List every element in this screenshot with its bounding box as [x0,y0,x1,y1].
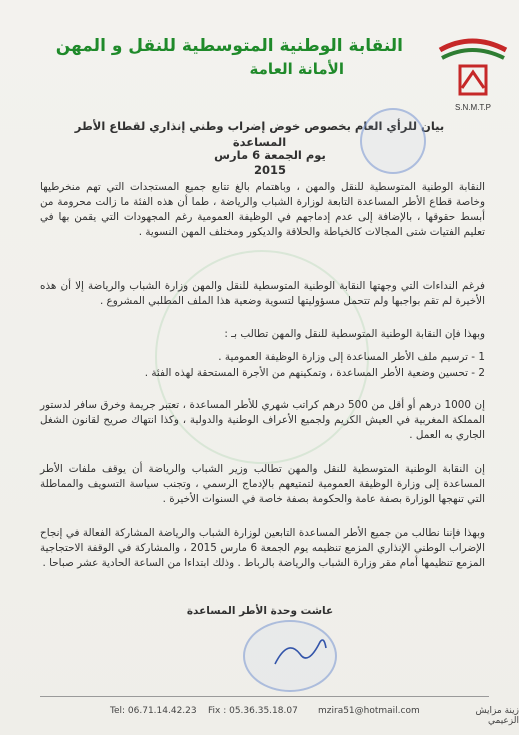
demand-item-1: 1 - ترسيم ملف الأطر المساعدة إلى وزارة الوظيفة العمومية . [218,351,485,363]
demand-item-2: 2 - تحسين وضعية الأطر المساعدة ، وتمكينهم من الأجرة المستحقة لهذه الفئة . [144,367,485,379]
paragraph-3: وبهذا فإن النقابة الوطنية المتوسطية للنقل والمهن تطالب بـ : [224,328,485,340]
paragraph-6: وبهذا فإننا نطالب من جميع الأطر المساعدة التابعين لوزارة الشباب والرياضة المشاركة الفعالة في إنجاح الإضراب الوطني الإنذاري المزمع تنظيمه يوم الجمعة 6 مارس 2015 ، والمشاركة في الوقفة الاحتجاجية المزمع تنظيمها أمام مقر وزارة الشباب والرياضة بالرباط . وذلك ابتداءا من الساعة الحادية عشر صباحا . [40,527,485,570]
paragraph-1: النقابة الوطنية المتوسطية للنقل والمهن ، وباهتمام بالغ تتابع جميع المستجدات التي تهم منخرطيها وخاصة قطاع الأطر المساعدة التابعة لوزارة الشباب والرياضة ، طما أن هذه الفئة ما زالت محرومة من أبسط حقوقها ، بالإضافة إلى عدم إدماجهم في الوظيفة العمومية رغم المجهودات التي يقمن بها في تعليم الفتيات شتى المجالات كالخياطة والحلاقة والديكور ومختلف المهن النسوية . [40,181,485,239]
official-stamp-top [360,108,426,174]
footer-divider [40,696,489,697]
footer-fax: Fix : 05.36.35.18.07 [208,706,298,716]
signoff: عاشت وحدة الأطر المساعدة [186,605,334,617]
footer-email: mzira51@hotmail.com [318,706,420,716]
document-date: يوم الجمعة 6 مارس 2015 [214,148,326,178]
paragraph-5: إن النقابة الوطنية المتوسطية للنقل والمهن تطالب وزير الشباب والرياضة أن يوقف ملفات الأطر المساعدة إلى وزارة الوظيفة العمومية لتمتيعهم بالإدماج الرسمي ، وتجنب سياسة التسويف والمماطلة التي تنهجها الوزارة بصفة عامة والحكومة بصفة خاصة في السنوات الأخيرة . [40,463,485,506]
document-title: بيان للرأي العام بخصوص خوض إضراب وطني إنذاري لقطاع الأطر المساعدة [74,119,445,149]
department-name: الأمانة العامة [249,60,344,78]
union-logo [432,28,514,118]
footer-phone: Tel: 06.71.14.42.23 [110,706,197,716]
logo-text: S.N.M.T.P [454,103,492,112]
organization-name: النقابة الوطنية المتوسطية للنقل و المهن [55,36,403,56]
paragraph-4: إن 1000 درهم أو أقل من 500 درهم كراتب شهري للأطر المساعدة ، تعتبر جريمة وخرق سافر لدستور المملكة المغربية في العيش الكريم ولجميع الأعراف الوطنية والدولية ، وكذا انتهاك صريح لقانون الشغل الجاري به العمل . [40,399,485,442]
footer-name: زينة مزايش الزعيمي [475,706,519,726]
signature [270,628,330,674]
footer [0,700,519,724]
paragraph-2: فرغم النداءات التي وجهتها النقابة الوطنية المتوسطية للنقل والمهن وزارة الشباب والرياضة إلا أن هذه الأخيرة لم تقم بواجبها ولم تتحمل مسؤوليتها لتسوية وضعية هذا الملف المطلبي المشروع . [40,280,485,308]
